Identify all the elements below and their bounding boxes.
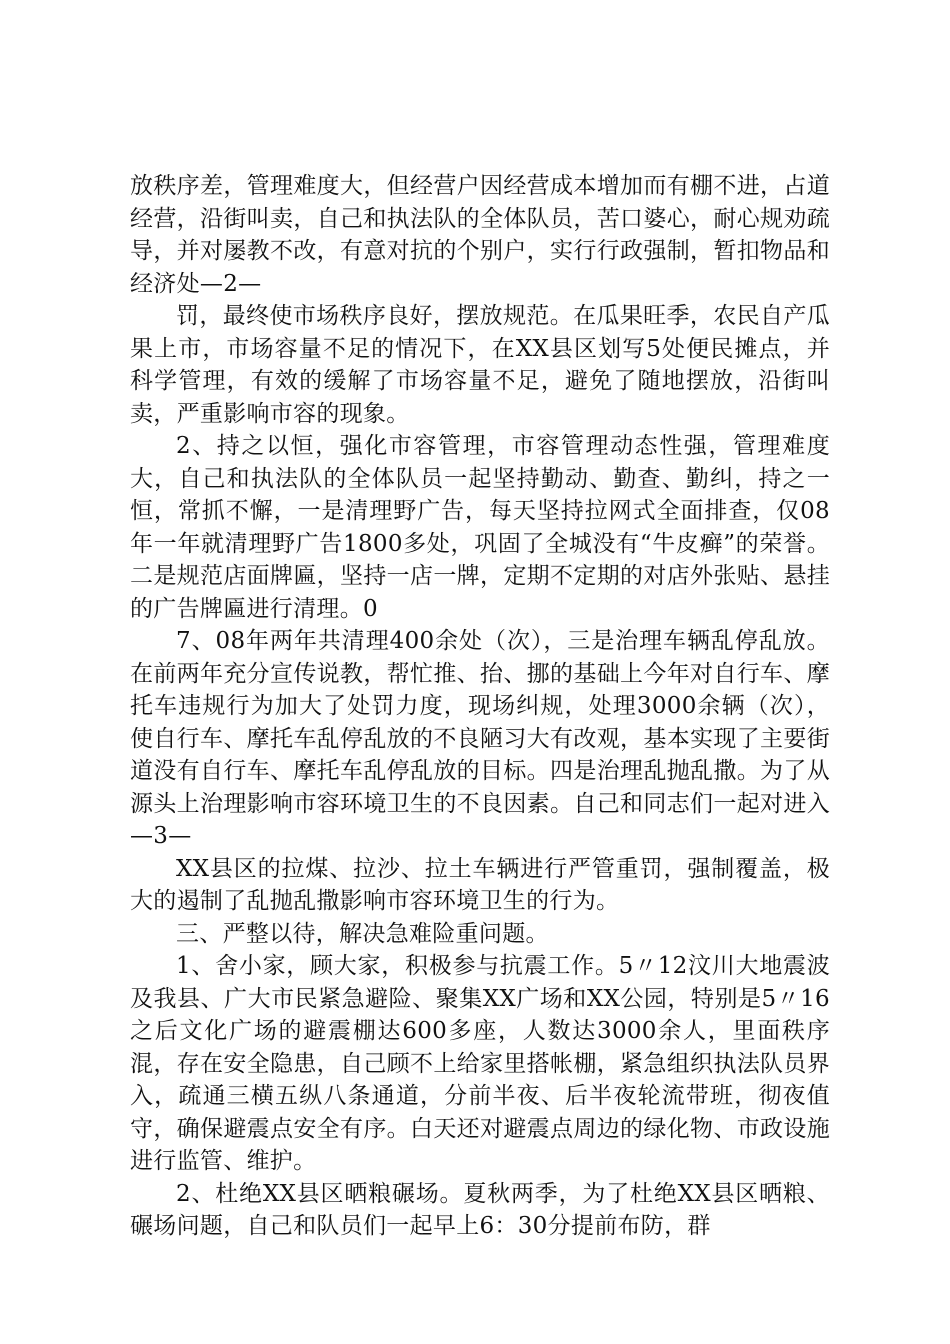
paragraph-city-appearance: 2、持之以恒，强化市容管理，市容管理动态性强，管理难度大，自己和执法队的全体队员一起坚持勤动、勤查、勤纠，持之一恒，常抓不懈，一是清理野广告，每天坚持拉网式全面排查，仅08年一年就清理野广告1800多处，巩固了全城没有“牛皮癣”的荣誉。二是规范店面牌匾，坚持一店一牌，定期不定期的对店外张贴、悬挂的广告牌匾进行清理。0 xyxy=(130,433,830,622)
paragraph-vehicle-parking: 7、08年两年共清理400余处（次），三是治理车辆乱停乱放。在前两年充分宣传说教，帮忙推、抬、挪的基础上今年对自行车、摩托车违规行为加大了处罚力度，现场纠规，处理3000余辆（次），使自行车、摩托车乱停乱放的不良陋习大有改观，基本实现了主要街道没有自行车、摩托车乱停乱放的目标。四是治理乱抛乱撒。为了从源头上治理影响市容环境卫生的不良因素。自己和同志们一起对进入—3— xyxy=(130,628,830,849)
paragraph-grain-drying: 2、杜绝XX县区晒粮碾场。夏秋两季，为了杜绝XX县区晒粮、碾场问题，自己和队员们一起早上6：30分提前布防，群 xyxy=(130,1180,830,1239)
paragraph-earthquake-relief: 1、舍小家，顾大家，积极参与抗震工作。5〃12汶川大地震波及我县、广大市民紧急避险、聚集XX广场和XX公园，特别是5〃16之后文化广场的避震棚达600多座，人数达3000余人，里面秩序混，存在安全隐患，自己顾不上给家里搭帐棚，紧急组织执法队员界入，疏通三横五纵八条通道，分前半夜、后半夜轮流带班，彻夜值守，确保避震点安全有序。白天还对避震点周边的绿化物、市政设施进行监管、维护。 xyxy=(130,953,830,1174)
paragraph-market-order: 罚，最终使市场秩序良好，摆放规范。在瓜果旺季，农民自产瓜果上市，市场容量不足的情况下，在XX县区划写5处便民摊点，并科学管理，有效的缓解了市场容量不足，避免了随地摆放，沿街叫卖，严重影响市容的现象。 xyxy=(130,303,830,427)
paragraph-continued-order: 放秩序差，管理难度大，但经营户因经营成本增加而有棚不进，占道经营，沿街叫卖，自己和执法队的全体队员，苦口婆心，耐心规劝疏导，并对屡教不改，有意对抗的个别户，实行行政强制，暂扣物品和经济处—2— xyxy=(130,173,830,297)
paragraph-truck-control: XX县区的拉煤、拉沙、拉土车辆进行严管重罚，强制覆盖，极大的遏制了乱抛乱撒影响市容环境卫生的行为。 xyxy=(130,855,830,914)
section-heading-three: 三、严整以待，解决急难险重问题。 xyxy=(176,920,549,947)
document-body xyxy=(130,170,830,1243)
